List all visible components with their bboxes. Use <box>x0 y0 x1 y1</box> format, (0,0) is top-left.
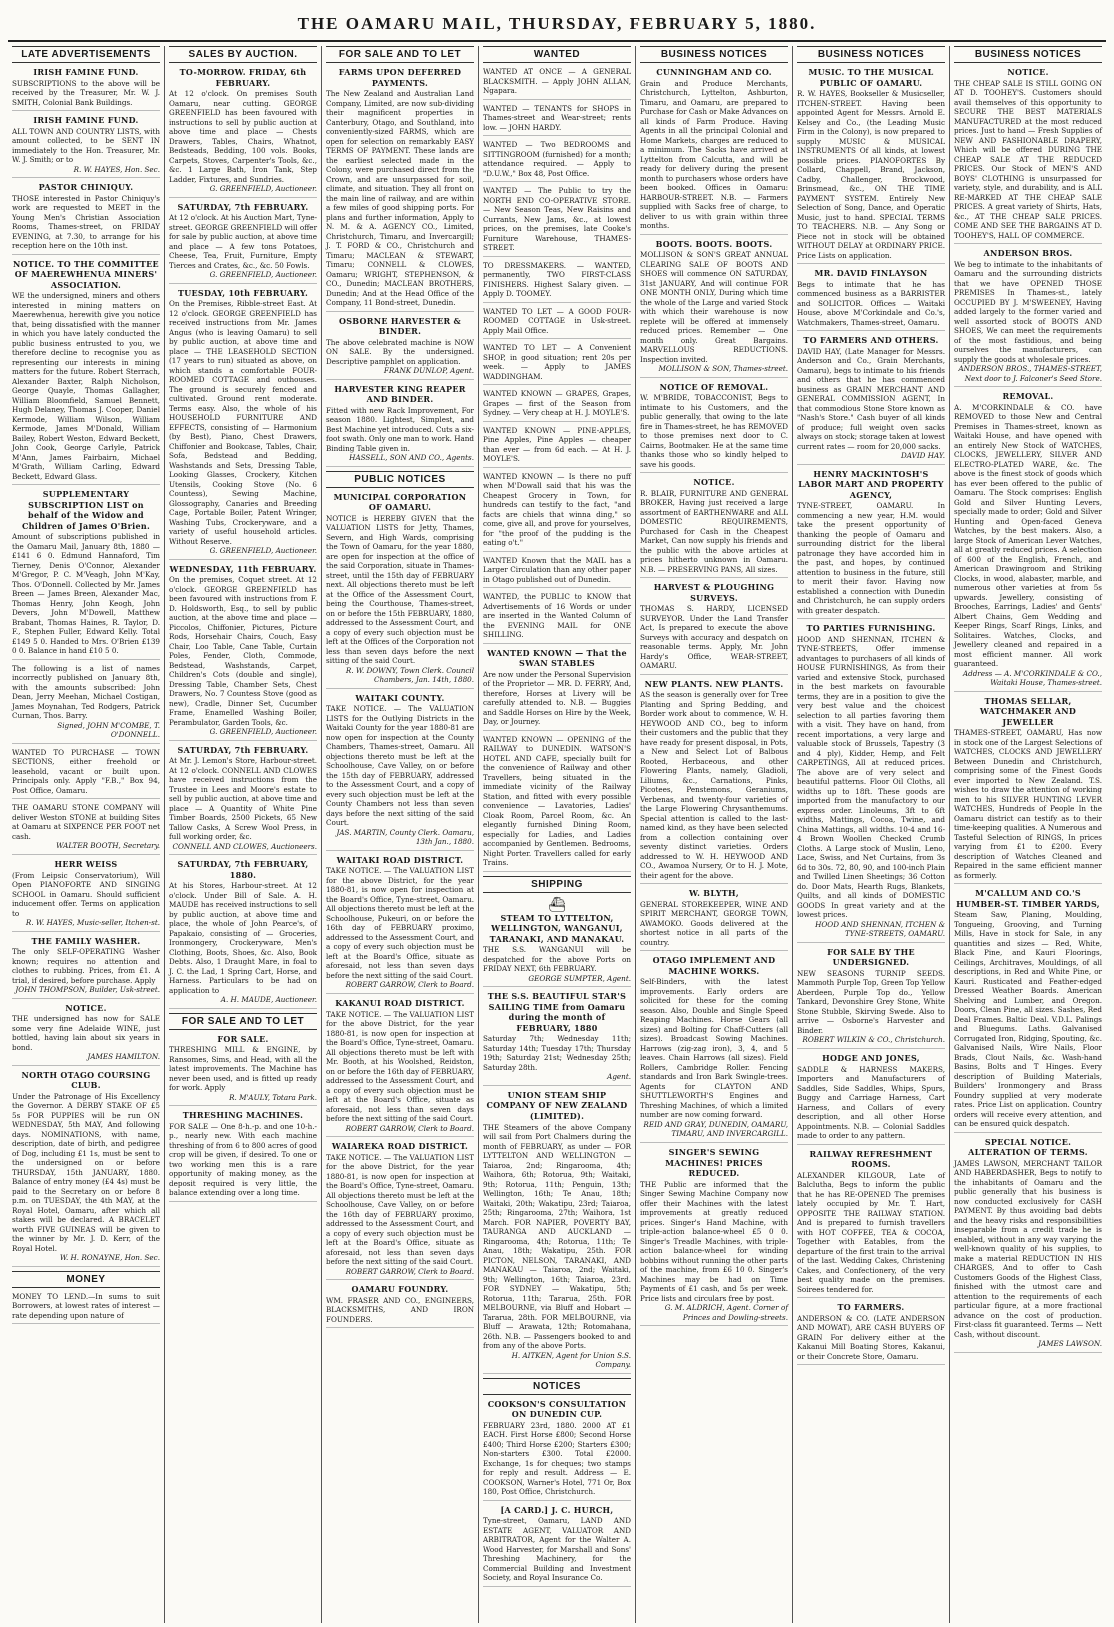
ad-body: HOOD AND SHENNAN, ITCHEN & TYNE-STREETS, Offer immense advantages to purchasers of all kinds of HOUSE FURNISHINGS, As from their varied and extensive Stock, purchased in the best markets on favourable terms, they are in a position to give the very best value and the choicest selection to all parties favoring them with a visit. They have on hand, from recent importations, a very large and valuable stock of Brussels, Tapestry (3 and 4 ply), Kidder, Hemp, and Felt CARPETINGS, All at reduced prices. The above are of very select and beautiful patterns. Floor Oil Cloths, all widths up to 18ft. These goods are imported from the manufactory to our express order. Linoleums, 3ft to 6ft widths, Mattings, Cocoa, Twine, and China Mattings, all widths. 10-4 and 16-4 Brown Woollen Checked Crumb Cloths. A Large stock of Muslin, Leno, Lace, Swiss, and Net Curtains, from 3s 6d to 30s. 72, 80, 90, and 100-inch Plain and Twilled Linen Sheetings; 36 Cotton do. Door Mats, Hearth Rugs, Blankets, Quilts, and all kinds of DOMESTIC GOODS In great variety and at the lowest prices. <box>797 634 945 920</box>
advertisement <box>326 492 474 689</box>
section-heading: NOTICES <box>483 1378 631 1395</box>
ad-signature: ANDERSON BROS., THAMES-STREET, Next door to J. Falconer's Seed Store. <box>958 364 1102 383</box>
ad-title: OSBORNE HARVESTER & BINDER. <box>338 315 462 337</box>
advertisement <box>326 316 474 380</box>
advertisement <box>797 335 945 465</box>
ad-signature: G. GREENFIELD, Auctioneer. <box>209 270 317 280</box>
ad-title: HENRY MACKINTOSH'S LABOR MART AND PROPERTY AGENCY, <box>798 468 944 500</box>
advertisement <box>483 913 631 988</box>
section-heading: LATE ADVERTISEMENTS <box>12 46 160 63</box>
ad-title: NOTICE. <box>1007 67 1049 77</box>
ad-signature: R. M'AULY, Totara Park. <box>229 1092 317 1102</box>
advertisement <box>483 991 631 1086</box>
ad-title: TO-MORROW. FRIDAY, 6th FEBRUARY. <box>179 67 307 88</box>
column-1 <box>8 46 164 1623</box>
ad-signature: G. M. ALDRICH, Agent. Corner of Princes and Dowling-streets. <box>664 1303 788 1322</box>
ad-signature: REID AND GRAY, DUNEDIN, OAMARU, TIMARU, AND INVERCARGILL. <box>643 1119 788 1139</box>
ad-body: NOTICE is HEREBY GIVEN that the VALUATION LISTS for Jetty, Thames, Severn, and High Wards, comprising the Town of Oamaru, for the year 1880, are open for inspection at the office of the said Corporation, situate in Thames-street, until the 15th day of FEBRUARY next. All objections thereto must be left at the Office of the Assessment Court, being the Courthouse, Thames-street, on or before the 15th FEBRUARY, 1880, addressed to the Assessment Court, and a copy of every such objection must be left at the Offices of the Corporation not less than seven days before the next sitting of the said Court. <box>326 513 474 666</box>
section-heading: BUSINESS NOTICES <box>797 46 945 63</box>
ad-body: TYNE-STREET, OAMARU. In commencing a new year, H.M. would take the present opportunity of thanking the people of Oamaru and surrounding district for the liberal patronage they have accorded him in the past, and hopes, by continued attention to business in the future, still to merit their favor. Having now established a connection with Dunedin and Christchurch, he can supply orders with greater despatch. <box>797 501 945 615</box>
ad-signature: H. AITKEN, Agent for Union S.S. Company. <box>511 1350 631 1370</box>
advertisement <box>169 1034 317 1107</box>
ad-body: WANTED — The Public to try the NORTH END CO-OPERATIVE STORE. — New Season Teas, New Raisins and Currants, New Jams, &c., at lowest prices, on the premises, late Cooke's Furniture Warehouse, THAMES-STREET. <box>483 186 631 252</box>
ad-signature: GEORGE SUMPTER, Agent. <box>528 973 631 983</box>
ad-body: WE the undersigned, miners and others interested in mining matters on Maerewhenua, herewith give you notice that, being dissatisfied with the manner in which you have lately conducted the public business entrusted to you, we therefore decline to recognise you as representing our interests in mining matters for the future. Robert Sterrach, Alexander Baxter, Ralph Nicholson, George Quayle, Thomas Gallagher, William Bloomfield, Samuel Bennett, Hugh Delaney, Thomas J. Cooper, Daniel Kermode, William Wilson, William Kermode, James M'Donald, William Bailey, Robert Weston, Edward Beckett, John Cook, George Carlyle, Patrick M'Ann, James Fairbairn, Michael M'Grath, William Carling, Edward Beckett, Edward Glass. <box>12 291 160 481</box>
advertisement <box>483 426 631 468</box>
ad-title: KAKANUI ROAD DISTRICT. <box>335 997 465 1008</box>
advertisement <box>954 888 1102 1133</box>
advertisement <box>169 859 317 1009</box>
ad-title: NEW PLANTS. NEW PLANTS. <box>644 678 784 689</box>
advertisement <box>640 955 788 1143</box>
advertisement <box>954 248 1102 387</box>
ad-columns <box>8 46 1106 1623</box>
advertisement <box>954 391 1102 692</box>
ad-body: WANTED — Two BEDROOMS and SITTINGROOM (furnished) for a month; attendance required. — Apply to "D.U.W.," Box 48, Post Office. <box>483 140 631 178</box>
advertisement <box>12 259 160 486</box>
advertisement <box>483 735 631 872</box>
ad-body: WANTED KNOWN — Is there no puff when M'Dowall said that his was the Cheapest Grocery in Town, for hundreds can testify to the fact, "and facts are chiels that winna ding," so come, give all, and prove for yourselves, for "the proof of the pudding is the eating o't." <box>483 471 631 547</box>
ad-signature: G. GREENFIELD, Auctioneer. <box>209 727 317 737</box>
advertisement <box>483 1090 631 1374</box>
ad-body: Under the Patronage of His Excellency the Governor. A DERBY STAKE OF £5 5s FOR PUPPIES will be run ON WEDNESDAY, 5th MAY, And following days. NOMINATIONS, with name, description, date of birth, and pedigree of Dog, including £1 1s, must be sent to the undersigned on or before THURSDAY, 15th JANUARY, 1880. Balance of entry money (£4 4s) must be paid to the Secretary on or before 8 p.m. on TUESDAY, the 4th MAY, at the Royal Hotel, Oamaru, after which all stakes will be declared. A BRACELET worth FIVE GUINEAS will be given to the winner by Mr. J. D. Kerr, of the Royal Hotel. <box>12 1091 160 1253</box>
ad-title: NOTICE. <box>693 477 735 488</box>
advertisement <box>483 389 631 422</box>
ad-body: WANTED KNOWN — PINE-APPLES, Pine Apples, Pine Apples — cheaper than ever — from 6d each. — At H. J. MOYLE'S. <box>483 425 631 463</box>
ad-body: ALEXANDER KILGOUR, Late of Balclutha, Begs to inform the public that he has RE-OPENED The premises lately occupied by Mr. T. Hart, OPPOSITE THE RAILWAY STATION. And is prepared to furnish travellers with HOT COFFEE, TEA & COCOA, Together with Eatables, from the departure of the first train to the arrival of the last. Wedding Cakes, Christening Cakes, and Confectionery, of the very best quality made on the premises. Soirees tendered for. <box>797 1170 945 1294</box>
ad-body: JAMES LAWSON, MERCHANT TAILOR AND HABERDASHER, Begs to notify to the inhabitants of Oamaru and the public generally that his business is now conducted exclusively for CASH PAYMENT. By thus avoiding bad debts and the heavy risks and responsibilities inseparable from a credit trade he is enabled, without in any way varying the well-known quality of his supplies, to make a material REDUCTION IN HIS CHARGES, And to offer to Cash Customers Goods of the Highest Class, finished with the utmost care and attention to the requirements of each particular figure, at a more fractional advance on the cost of production. First-class fit guaranteed. Terms — Nett Cash, without discount. <box>954 1158 1102 1339</box>
ad-title: NOTICE. TO THE COMMITTEE OF MAEREWHENUA MINERS' ASSOCIATION. <box>13 258 159 290</box>
ad-title: SATURDAY, 7th FEBRUARY. <box>177 744 309 755</box>
ad-title: [A CARD.] J. C. HURCH, <box>500 1504 614 1515</box>
ad-title: HARVEST & PLOUGHING SURVEYS. <box>653 582 775 603</box>
ad-body: A. M'CORKINDALE & CO. have REMOVED to those New and Central Premises in Thames-street, known as Waitaki House, and have opened with an entirely New Stock of WATCHES, CLOCKS, JEWELLERY, SILVER AND ELECTRO-PLATED WARE, &c. The above is the finest stock of goods which has ever been offered to the public of Oamaru. The Stock comprises: English Gold and Silver Hunting Levers, specially made to order; Gold and Silver Hunting and Open-faced Geneva Watches, by the best makers. Also, a large Stock of American Lever Watches, all at greatly reduced prices. A selection of 600 of the English, French, and American Drawingroom and Striking Clocks, in wood, alabaster, marble, and numerous other varieties at from 5s upwards. Jewellery, consisting of Brooches, Earrings, Ladies' and Gents' Albert Chains, Gem Wedding and Keeper Rings, Scarf Rings, Links, and Solitaires. Watches, Clocks, and Jewellery cleaned and repaired in a most efficient manner. All work guaranteed. <box>954 402 1102 669</box>
ad-title: MUNICIPAL CORPORATION OF OAMARU. <box>333 491 467 513</box>
ad-body: WANTED KNOWN — GRAPES, Grapes, Grapes — first of the Season from Sydney. — Very cheap at H. J. MOYLE'S. <box>483 389 631 417</box>
ad-title: HERR WEISS <box>54 858 118 869</box>
ad-body: NEW SEASONS TURNIP SEEDS. Mammoth Purple Top, Green Top Yellow Aberdeen, Purple Top do., Yellow Tankard, Devonshire Grey Stone, White Stone Stubble, Skirving Swede. Also to arrive — Osborne's Harvester and Binder. <box>797 968 945 1035</box>
ad-body: Self-Binders, with the latest improvements. Early orders are solicited for these for the coming season. Also, Double and Single Speed Reaping Machines. Horse Gears (all sizes) and Bolting for Chaff-Cutters (all sizes). Broadcast Sowing Machines. Harrows (zig-zag iron), 3, 4, and 5 leaves. Chain Harrows (all sizes). Field Rollers, Cambridge Roller. Fencing standards and Iron Bark Swingle-trees. Agents for CLAYTON AND SHUTTLEWORTH'S Engines and Threshing Machines, of which a limited number are now coming forward. <box>640 977 788 1120</box>
ad-title: FARMS UPON DEFERRED PAYMENTS. <box>338 67 462 88</box>
advertisement <box>797 623 945 943</box>
ad-title: CUNNINGHAM AND CO. <box>656 67 772 77</box>
ad-body: MOLLISON & SON'S GREAT ANNUAL CLEARING SALE OF BOOTS AND SHOES will commence ON SATURDAY, 31st JANUARY, And will continue FOR ONE MONTH ONLY, During which time the whole of the Large and varied Stock with which their warehouse is now replete will be offered at immensely reduced prices. Remember — One month only. Great Bargains. MARVELLOUS REDUCTIONS. Inspection invited. <box>640 250 788 364</box>
ad-body: WANTED, the PUBLIC to KNOW that Advertisements of 16 Words or under are inserted in the Wanted Column of the EVENING MAIL for ONE SHILLING. <box>483 592 631 639</box>
advertisement <box>12 1070 160 1267</box>
ad-title: WEDNESDAY, 11th FEBRUARY. <box>169 563 317 574</box>
advertisement <box>483 592 631 644</box>
ad-body: TAKE NOTICE. — The VALUATION LISTS for the Outlying Districts in the Waitaki County for the year 1880-81 are now open for inspection at the County Chambers, Thames-street, Oamaru. All objections thereto must be left at the Schoolhouse, Cave Valley, on or before the 15th day of FEBRUARY, addressed to the Assessment Court, and a copy of every such objection must be left at the County Chambers not less than seven days before the next sitting of the said Court. <box>326 704 474 828</box>
ad-body: Grain and Produce Merchants, Christchurch, Lyttelton, Ashburton, Timaru, and Oamaru, are prepared to Purchase for Cash or Make Advances on all kinds of Farm Produce. Having Agents in all the principal Colonial and Home Markets, charges are reduced to a minimum. The Sacks have arrived at Lyttelton from Calcutta, and will be ready for delivery during the present month to purchasers whose orders have been booked. Offices in Oamaru: HARBOUR-STREET. N.B. — Farmers supplied with Sacks free of charge, to deliver to us with grain within three months. <box>640 78 788 231</box>
section-heading: BUSINESS NOTICES <box>640 46 788 63</box>
ad-title: NOTICE. <box>65 1002 107 1013</box>
ad-title: SUPPLEMENTARY SUBSCRIPTION LIST on behalf of the Widow and Children of James O'Brien. <box>21 489 151 531</box>
advertisement <box>326 67 474 312</box>
advertisement <box>12 489 160 660</box>
advertisement <box>640 582 788 675</box>
ad-body: Saturday 7th; Wednesday 11th; Saturday 14th; Tuesday 17th; Thursday 19th; Saturday 21st; Wednesday 25th; Saturday 28th. <box>483 1034 631 1072</box>
ad-body: FEBRUARY 23rd, 1880. 2000 AT £1 EACH. First Horse £800; Second Horse £400; Third Horse £200; Starters £300; Non-starters £300. Total £2000. Exchange, 1s for cheques; two stamps for reply and result. Address — E. COOKSON, Warner's Hotel, 771 Or, Box 180, Post Office, Christchurch. <box>483 1420 631 1497</box>
column-6 <box>792 46 949 1623</box>
section-heading: PUBLIC NOTICES <box>326 471 474 488</box>
ad-signature: ROBERT GARROW, Clerk to Board. <box>345 1266 474 1276</box>
column-3 <box>321 46 478 1623</box>
ad-body: WM. FRASER AND CO., ENGINEERS, BLACKSMITHS, AND IRON FOUNDERS. <box>326 1295 474 1324</box>
ad-title: FOR SALE BY THE UNDERSIGNED. <box>827 946 915 968</box>
ad-body: FOR SALE — One 8-h.-p. and one 10-h.-p., nearly new. With each machine threshing of from 6 to 800 acres of good crop will be given, if desired. To one or two working men this is a rare opportunity of making money, as the deposit required is very little, the balance extending over a long time. <box>169 1121 317 1198</box>
ad-signature: HASSELL, SON AND CO., Agents. <box>349 453 474 463</box>
ad-body: THE S.S. WANGANUI will be despatched for the above Ports on FRIDAY NEXT, 6th FEBRUARY. <box>483 945 631 974</box>
ad-title: THE FAMILY WASHER. <box>31 935 141 946</box>
ad-signature: Address — A. M'CORKINDALE & CO., Waitaki House, Thames-street. <box>962 668 1102 688</box>
ad-title: FOR SALE. <box>217 1033 269 1044</box>
ad-body: Steam Saw, Planing, Moulding, Tongueing, Grooving, and Turning Mills, Have in stock for Sale, in any quantities and sizes — Red, White, Black Pine, and Kauri Floorings, Ceilings, Architraves, Mouldings, of all descriptions, in Red and White Pine, or Kauri. Rusticated and Feather-edged Dressed Weather Boards. American Shelving and Lumber, and Oregon. Doors, Clean Pine, all sizes. Sashes, Red Deal Frames. Baltic Deal. V.D.L. Palings and Bluegums. Laths. Galvanised Corrugated Iron, Ridging, Spouting, &c. Galvanised Nails, Wire Nails, Floor Brads, Clout Nails, &c. Wash-hand Basins, Bolts and T Hinges. Every description of Building Materials, Builders' Ironmongery and Brass Foundry supplied at very moderate rates. Price List on application. Country orders will receive every attention, and can be ensured quick despatch. <box>954 910 1102 1129</box>
advertisement <box>12 67 160 111</box>
advertisement <box>483 343 631 385</box>
ad-body: TAKE NOTICE. — The VALUATION LIST for the above District, for the year 1880-81, is now open for inspection at the Board's Office, Tyne-street, Oamaru. All objections thereto must be left with Mr. Booth, at his Woolshed, Reidston, on or before the 16th day of FEBRUARY, addressed to the Assessment Court, and a copy of every such objection must be left at the Board's Office, situate as aforesaid, not less than seven days before the next sitting of the said Court. <box>326 1009 474 1124</box>
ad-body: THRESHING MILL & ENGINE, by Ransomes, Sims, and Head, with all the latest improvements. The Machine has never been used, and is fitted up ready for work. Apply <box>169 1045 317 1093</box>
advertisement <box>954 696 1102 885</box>
ad-title: WAIAREKA ROAD DISTRICT. <box>331 1141 469 1152</box>
ad-title: SATURDAY, 7th FEBRUARY, 1880. <box>177 859 309 880</box>
masthead-title: THE OAMARU MAIL, THURSDAY, FEBRUARY 5, 1880. <box>297 14 817 33</box>
ad-title: THRESHING MACHINES. <box>182 1110 304 1121</box>
ad-body: WANTED AT ONCE — A GENERAL BLACKSMITH. — Apply JOHN ALLAN, Ngapara. <box>483 67 631 95</box>
ad-body: R. W. HAYES, Bookseller & Musicseller, ITCHEN-STREET. Having been appointed Agent for Messrs. Arnold E. Kelsey and Co., (the Leading Music Firm in the Colony), is now prepared to supply MUSIC & MUSICAL INSTRUMENTS Of all kinds, at lowest possible prices. PIANOFORTES By Collard, Chappell, Brand, Jackson, Cadby, Challenger, Brockwood, Brinsmead, &c., ON THE TIME PAYMENT SYSTEM. Entirely New Selection of Song, Dance, and Operatic Music, just to hand. SPECIAL TERMS TO TEACHERS. N.B. — Any Song or Piece not in stock will be obtained WITHOUT DELAY at ORDINARY PRICE. Price Lists on application. <box>797 89 945 260</box>
ad-body: SUBSCRIPTIONS to the above will be received by the Treasurer, Mr. W. J. SMITH, Colonial Bank Buildings. <box>12 78 160 107</box>
ad-signature: G. GREENFIELD, Auctioneer. <box>209 546 317 556</box>
advertisement <box>483 1505 631 1587</box>
ad-title: HODGE AND JONES, <box>822 1052 920 1063</box>
column-2 <box>164 46 321 1623</box>
advertisement <box>326 855 474 994</box>
ad-signature: R. W. DOWNY, Town Clerk. Council Chambers, Jan. 14th, 1880. <box>345 665 474 685</box>
section-heading: FOR SALE AND TO LET <box>169 1013 317 1030</box>
advertisement <box>12 936 160 999</box>
ad-body: THE OAMARU STONE COMPANY will deliver Weston STONE at building Sites at Oamaru at SIXPENCE PER FOOT net cash. <box>12 803 160 841</box>
ad-title: OAMARU FOUNDRY. <box>351 1284 449 1295</box>
advertisement <box>640 888 788 951</box>
ad-signature: R. W. HAYES, Music-seller, Itchen-st. <box>25 918 160 928</box>
ad-signature: ROBERT GARROW, Clerk to Board. <box>345 980 474 990</box>
advertisement <box>797 268 945 331</box>
ad-title: BOOTS. BOOTS. BOOTS. <box>655 238 773 249</box>
advertisement <box>483 104 631 137</box>
ad-body: THAMES-STREET, OAMARU, Has now in stock one of the Largest Selections of WATCHES, CLOCKS AND JEWELLERY Between Dunedin and Christchurch, comprising some of the Finest Goods ever imported to New Zealand. T.S. wishes to draw the attention of working men to his SILVER HUNTING LEVER WATCHES, Hundreds of People In the Oamaru district can testify as to their time-keeping qualities. A Numerous and Tasteful Selection of RINGS, In prices varying from £1 to £200. Every description of Watches Cleaned and Repaired in the same efficient manner as formerly. <box>954 728 1102 880</box>
ad-body: DAVID HAY, (Late Manager for Messrs. Anderson and Co., Grain Merchants, Oamaru), begs to intimate to his friends and others that he has commenced business as GRAIN MERCHANT AND GENERAL COMMISSION AGENT, In that commodious Stone Store known as "Nash's Store." Cash buyer of all kinds of produce; full weight oven sacks always on stock; storage taken at lowest current rates — room for 20,000 sacks. <box>797 346 945 451</box>
advertisement <box>12 748 160 800</box>
advertisement <box>12 115 160 178</box>
advertisement <box>483 140 631 182</box>
ad-title: HARVESTER KING REAPER AND BINDER. <box>334 383 466 405</box>
ad-body: THOSE interested in Pastor Chiniquy's work are requested to MEET in the Young Men's Christian Association Rooms, Thames-street, on FRIDAY EVENING, at 7.30, to arrange for his reception here on the 10th inst. <box>12 193 160 251</box>
ad-title: RAILWAY REFRESHMENT ROOMS. <box>809 1148 933 1170</box>
ad-body: THE Public are informed that the Singer Sewing Machine Company now offer their Machines with the latest improvements at greatly reduced prices. Singer's Hand Machine, with triple-action balance-wheel £5 0 0. Singer's Treadle Machines, with triple-action balance-wheel for winding bobbins without running the other parts of the machine, from £6 10 0. Singer's Machines may be had on Time Payments of £1 cash, and 5s per week. Price lists and circulars free by post. <box>640 1179 788 1303</box>
ad-signature: R. W. HAYES, Hon. Sec. <box>73 164 160 174</box>
ad-body: Begs to intimate that he has commenced business as a BARRISTER and SOLICITOR. Offices — Waitaki House, above M'Corkindale and Co.'s, Watchmakers, Thames-street, Oamaru. <box>797 279 945 327</box>
advertisement <box>169 202 317 284</box>
advertisement <box>954 1137 1102 1353</box>
ad-title: REMOVAL. <box>1002 391 1054 402</box>
advertisement <box>326 384 474 467</box>
advertisement <box>169 1110 317 1202</box>
ad-signature: HOOD AND SHENNAN, ITCHEN & TYNE-STREETS, OAMARU. <box>815 919 945 939</box>
ad-title: TO FARMERS. <box>837 1302 905 1313</box>
advertisement <box>12 803 160 855</box>
advertisement <box>12 859 160 932</box>
ad-signature: Agent. <box>607 1072 631 1082</box>
advertisement <box>169 288 317 560</box>
advertisement <box>640 679 788 885</box>
ad-body: TAKE NOTICE. — The VALUATION LIST for the above District, for the year 1880-81, is now open for inspection at the Board's Office, Tyne-street, Oamaru. All objections thereto must be left at the Schoolhouse, Pukeuri, on or before the 16th day of FEBRUARY proximo, addressed to the Assessment Court, and a copy of every such objection must be left at the Board's Office, situate as aforesaid, not less than seven days before the next sitting of the said Court. <box>326 866 474 980</box>
advertisement <box>483 648 631 731</box>
advertisement <box>12 182 160 255</box>
ad-body: The only SELF-OPERATING Washer known; requires no attention and clothes to rubbing. Prices, from £1. A trial, if desired, before purchase. Apply <box>12 947 160 985</box>
advertisement <box>797 1053 945 1145</box>
ad-title: COOKSON'S CONSULTATION ON DUNEDIN CUP. <box>487 1398 627 1420</box>
ad-body: TO DRESSMAKERS. — WANTED, permanently, TWO FIRST-CLASS FINISHERS. Highest Salary given. — Apply D. TOOMEY. <box>483 260 631 298</box>
ad-title: TO FARMERS AND OTHERS. <box>803 335 939 346</box>
ad-body: ALL TOWN AND COUNTRY LISTS, with amount collected, to be SENT IN immediately to the Hon. Treasurer, Mr. W. J. Smith; or to <box>12 126 160 165</box>
ad-body: ANDERSON & CO. (LATE ANDERSON AND MOWAT), ARE CASH BUYERS OF GRAIN For delivery either at the Kakanui Mill Boating Stores, Kakanui, or their Concrete Store, Oamaru. <box>797 1313 945 1361</box>
ad-title: WAITAKI ROAD DISTRICT. <box>336 854 464 865</box>
steamship-icon: ⛴ <box>548 896 566 913</box>
ad-signature: JOHN THOMPSON, Builder, Usk-street. <box>15 985 160 995</box>
ad-body: WANTED Known that the MAIL has a Larger Circulation than any other paper in Otago published out of Dunedin. <box>483 555 631 584</box>
ad-title: THE S.S. BEAUTIFUL STAR'S SAILING TIME from Oamaru during the month of FEBRUARY, 1880 <box>487 991 627 1033</box>
ad-body: The following is a list of names incorrectly published on January 8th, with the amounts subscribed: John Dean, Jerry Meehan, Michael Costigan, James Moynahan, Ted Rodgers, Patrick Curnan, Thos. Barry. <box>12 663 160 721</box>
ad-body: Fitted with new Rack Improvement, For season 1880. Lightest, Simplest, and Best Machine yet introduced. Cuts a six-foot swath. Only one man to work. Hand Binding Table given in. <box>326 405 474 453</box>
advertisement <box>483 472 631 552</box>
ad-body: At Mr. J. Lemon's Store, Harbour-street. At 12 o'clock. CONNELL AND CLOWES have received instructions from the Trustee in Lees and Moore's estate to sell by public auction, at above time and place — A Quantity of White Pine Timber Boards, 2500 Pickets, 65 New Tallow Casks, A Screw Wool Press, in full working order, &c. <box>169 756 317 842</box>
section-heading: WANTED <box>483 46 631 63</box>
advertisement <box>640 67 788 235</box>
advertisement <box>12 1292 160 1325</box>
advertisement <box>326 1141 474 1280</box>
ad-title: IRISH FAMINE FUND. <box>33 67 139 77</box>
ad-body: TAKE NOTICE. — The VALUATION LIST for the above District, for the year 1880-81, is now open for inspection at the Board's Office, Tyne-street, Oamaru. All objections thereto must be left at the Schoolhouse, Cave Valley, on or before the 16th day of FEBRUARY proximo, addressed to the Assessment Court, and a copy of every such objection must be left at the Board's Office, situate as aforesaid, not less than seven days before the next sitting of the said Court. <box>326 1152 474 1267</box>
ad-body: WANTED KNOWN — OPENING of the RAILWAY to DUNEDIN. WATSON'S HOTEL AND CAFE, specially built for the convenience of Railway and other Travellers, being situated in the immediate vicinity of the Railway Station, and fitted with every possible convenience — Lavatories, Ladies' Cloak Room, Parcel Room, &c. An elegantly furnished Dining Room, especially for Ladies, and Ladies accompanied by Gentlemen. Bedrooms, Night Porter. Travellers called for early Trains. <box>483 734 631 868</box>
ad-body: Tyne-street, Oamaru, LAND AND ESTATE AGENT, VALUATOR AND ARBITRATOR, Agent for the Walter A. Wood Harvester, for Marshall and Sons' Threshing Machinery, for the Commercial Building and Investment Society, and Royal Insurance Co. <box>483 1516 631 1583</box>
advertisement <box>483 556 631 589</box>
advertisement <box>797 1302 945 1365</box>
advertisement <box>797 67 945 264</box>
ad-body: The New Zealand and Australian Land Company, Limited, are now sub-dividing their magnificent properties in Canterbury, Otago, and Southland, into conveniently-sized FARMS, which are open for selection on remarkably EASY TERMS OF PAYMENT. These lands are the earliest selected made in the Colony, were purchased direct from the Crown, and are unsurpassed for soil, climate, and situation. They all front on the main line of railway, and are within a few miles of good shipping ports. For plans and further information, Apply to N. M. & A. AGENCY CO., Limited, Christchurch, Timaru, and Invercargill; J. T. FORD & CO., Christchurch and Timaru; MACLEAN & STEWART, Timaru; CONNELL & CLOWES, Oamaru; WRIGHT, STEPHENSON, & CO., Dunedin; MACLEAN BROTHERS, Dunedin; And at the Head Office of the Company, 11 Bond-street, Dunedin. <box>326 89 474 308</box>
ad-signature: A. H. MAUDE, Auctioneer. <box>220 995 317 1005</box>
section-heading: MONEY <box>12 1271 160 1288</box>
ad-body: SADDLE & HARNESS MAKERS, Importers and Manufacturers of Saddles, Side Saddles, Whips, Spurs, Buggy and Carriage Harness, Cart Harness, and Collars of every description, and all other Horse Appointments. N.B. — Colonial Saddles made to order to any pattern. <box>797 1064 945 1141</box>
ad-body: W. M'BRIDE, TOBACCONIST, Begs to intimate to his Customers, and the public generally, that owing to the late fire in Thames-street, he has REMOVED to those premises next door to C. Cairns, Bootmaker. He at the same time thanks those who so kindly helped to save his goods. <box>640 393 788 469</box>
advertisement <box>169 564 317 741</box>
advertisement <box>12 664 160 744</box>
ad-title: M'CALLUM AND CO.'S HUMBER-ST. TIMBER YARDS, <box>956 888 1100 909</box>
advertisement <box>483 67 631 100</box>
ad-title: TUESDAY, 10th FEBRUARY. <box>177 287 309 298</box>
ad-title: ANDERSON BROS. <box>983 248 1073 259</box>
advertisement <box>797 947 945 1049</box>
advertisement <box>797 469 945 620</box>
column-4 <box>478 46 635 1623</box>
ad-title: STEAM TO LYTTELTON, WELLINGTON, WANGANUI, TARANAKI, AND MANAKAU. <box>489 912 625 944</box>
ad-body: MONEY TO LEND.—In sums to suit Borrowers, at lowest rates of interest — rate depending upon nature of <box>12 1291 160 1320</box>
ad-signature: ROBERT GARROW, Clerk to Board. <box>345 1123 474 1133</box>
advertisement <box>169 67 317 198</box>
ad-body: THOMAS S. HARDY, LICENSED SURVEYOR. Under the Land Transfer Act, Is prepared to execute the above Surveys with accuracy and despatch on reasonable terms. Apply, Mr. John Hardy's Office, WEAR-STREET, OAMARU. <box>640 604 788 671</box>
advertisement <box>640 1147 788 1326</box>
advertisement <box>483 186 631 257</box>
advertisement <box>640 382 788 474</box>
ad-signature: DAVID HAY. <box>901 451 945 461</box>
advertisement <box>797 1149 945 1299</box>
advertisement <box>326 1284 474 1328</box>
ad-title: WAITAKI COUNTY. <box>355 692 445 703</box>
section-heading: FOR SALE AND TO LET <box>326 46 474 63</box>
ad-signature: MOLLISON & SON, Thames-street. <box>658 364 788 374</box>
section-heading: BUSINESS NOTICES <box>954 46 1102 63</box>
ad-title: SPECIAL NOTICE. ALTERATION OF TERMS. <box>968 1136 1088 1158</box>
ad-body: GENERAL STOREKEEPER, WINE AND SPIRIT MERCHANT, GEORGE TOWN, AWAMOKO. Goods delivered at the shortest notice in all parts of the country. <box>640 899 788 947</box>
ad-title: NORTH OTAGO COURSING CLUB. <box>21 1069 151 1091</box>
ad-title: WANTED KNOWN — That the SWAN STABLES <box>487 647 627 669</box>
advertisement <box>640 239 788 378</box>
ad-body: THE CHEAP SALE IS STILL GOING ON AT D. TOOHEY'S. Customers should avail themselves of this opportunity to SECURE THE BEST MATERIALS MANUFACTURED at the most reduced prices. Just to hand — Fresh Supplies of NEW AND FASHIONABLE DRAPERY, Which will be offered DURING THE CHEAP SALE AT THE REDUCED PRICES. Our Stock of MEN'S AND BOYS' CLOTHING is unsurpassed for variety, style, and durability, and is ALL RE-MARKED AT THE CHEAP SALE PRICES. A great variety of Shirts, Hats, &c., AT THE CHEAP SALE PRICES. COME AND SEE THE BARGAINS AT D. TOOHEY'S, HALL OF COMMERCE. <box>954 78 1102 240</box>
advertisement <box>169 745 317 856</box>
ad-title: UNION STEAM SHIP COMPANY OF NEW ZEALAND (LIMITED). <box>486 1089 628 1122</box>
ad-body: R. BLAIR, FURNITURE AND GENERAL BROKER, Having just received a large assortment of EARTHENWARE and ALL DOMESTIC REQUIREMENTS, Purchased for Cash in the Cheapest Market, Can now supply his friends and the public with the above articles at prices hitherto unknown in Oamaru. N.B. — PRESERVING PANS, All sizes. <box>640 488 788 574</box>
ad-body: Are now under the Personal Supervision of the Proprietor — MR. D. FERRY, And, therefore, Horses at Livery will be carefully attended to. N.B. — Buggies and Saddle Horses on Hire by the Week, Day, or Journey. <box>483 669 631 727</box>
ad-body: At his Stores, Harbour-street. At 12 o'clock. Under Bill of Sale. A. H. MAUDE has received instructions to sell by public auction, at above time and place, the whole of John Pearce's, of Papakaio, consisting of — Groceries, Ironmongery, Crockeryware, Men's Clothing, Boots, Shoes, &c. Also, Book Debts. Also, 1 Draught Mare, in foal to J. C. the Lad, 1 Spring Cart, Horse, and Harness. Particulars to be had on application to <box>169 881 318 995</box>
advertisement <box>640 477 788 578</box>
ad-title: THOMAS SELLAR, WATCHMAKER AND JEWELLER <box>979 695 1077 727</box>
advertisement <box>326 998 474 1137</box>
ad-title: TO PARTIES FURNISHING. <box>806 623 936 634</box>
ad-signature: Signed, JOHN M'COMBE, T. O'DONNELL. <box>57 720 160 740</box>
ad-body: WANTED TO LET — A GOOD FOUR-ROOMED COTTAGE in Usk-street. Apply Mail Office. <box>483 306 631 335</box>
advertisement <box>483 261 631 303</box>
advertisement <box>954 67 1102 244</box>
advertisement <box>483 1399 631 1501</box>
ad-body: At 12 o'clock. On premises South Oamaru, near cutting. GEORGE GREENFIELD has been favoured with instructions to sell by public auction at above time and place — Chests Drawers, Tables, Chairs, Whatnot, Bedsteads, Bedding, 100 vols. Books, Carpets, Stoves, Carpenter's Tools, &c., &c. 1 Large Bath, Iron Tank, Step Ladder, Fixtures, and Sundries. <box>169 89 317 184</box>
ad-signature: JAS. MARTIN, County Clerk. Oamaru, 13th Jan., 1880. <box>336 827 474 847</box>
ad-body: WANTED — TENANTS for SHOPS in Thames-street and Wear-street; rents low. — JOHN HARDY. <box>483 103 631 132</box>
ad-body: At 12 o'clock. At his Auction Mart, Tyne-street. GEORGE GREENFIELD will offer for sale by public auction, at above time and place — A few tons Potatoes, Cheese, Tea, Fruit, Furniture, Empty Tierces and Crates, &c., &c. 50 Fowls. <box>169 213 317 270</box>
ad-title: PASTOR CHINIQUY. <box>38 182 134 193</box>
column-5 <box>635 46 792 1623</box>
ad-signature: CONNELL AND CLOWES, Auctioneers. <box>172 841 317 851</box>
ad-signature: JAMES HAMILTON. <box>87 1052 160 1062</box>
advertisement <box>326 693 474 851</box>
ad-signature: FRANK DUNLOP, Agent. <box>383 366 474 376</box>
masthead <box>8 0 1106 42</box>
ad-body: WANTED TO PURCHASE — TOWN SECTIONS, either freehold or leasehold, vacant or built upon. Principals only. Apply "F.B.," Box 94, Post Office, Oamaru. <box>12 747 160 795</box>
ad-title: NOTICE OF REMOVAL. <box>659 381 769 392</box>
advertisement <box>12 1003 160 1066</box>
ad-signature: JAMES LAWSON. <box>1038 1339 1102 1349</box>
section-heading: SALES BY AUCTION. <box>169 46 317 63</box>
ad-body: We beg to intimate to the inhabitants of Oamaru and the surrounding districts that we have OPENED THOSE PREMISES In Thames-st., lately OCCUPIED BY J. M'SWEENEY, Having added largely to the former varied and well assorted stock of BOOTS AND SHOES, We can meet the requirements of the most fastidious, and being ourselves the manufacturers, can supply the goods at wholesale prices. <box>954 259 1102 364</box>
ad-title: W. BLYTH, <box>689 888 739 899</box>
ad-title: SINGER'S SEWING MACHINES! PRICES REDUCED. <box>665 1146 763 1179</box>
ad-title: MR. DAVID FINLAYSON <box>814 268 928 279</box>
ad-title: IRISH FAMINE FUND. <box>33 115 139 126</box>
advertisement <box>483 307 631 340</box>
ad-title: MUSIC. TO THE MUSICAL PUBLIC OF OAMARU. <box>808 67 934 88</box>
section-heading: SHIPPING <box>483 876 631 893</box>
ad-body: On the premises, Coquet street. At 12 o'clock. GEORGE GREENFIELD has been favoured with instructions from F. D. Holdsworth, Esq., to sell by public auction, at the above time and place — Piccolos, Chiffonier, Pictures, Picture Rods, Horsehair Chairs, Couch, Easy Chair, Loo Table, Cane Table, Curtain Poles, Fender, Cloth, Commode, Bedstead, Washstands, Carpet, Children's Cots (double and single), Dressing Table, Chamber Sets, Chest Drawers, No. 7 Countess Stove (good as new), Cradle, Dinner Set, Cucumber Frame, Enamelled Washing Boiler, Perambulator, Garden Tools, &c. <box>169 575 317 727</box>
ad-signature: WALTER BOOTH, Secretary. <box>56 841 160 851</box>
ad-signature: W. H. RONAYNE, Hon. Sec. <box>59 1253 160 1263</box>
ad-title: OTAGO IMPLEMENT AND MACHINE WORKS. <box>652 955 776 976</box>
ad-signature: ROBERT WILKIN & CO., Christchurch. <box>802 1035 945 1045</box>
ad-body: Amount of subscriptions published in the Oamaru Mail, January 8th, 1880 — £141 6 0. Edmund Hannaford, Tim Tierney, Denis O'Connor, Alexander M'Gregor, P. C. M'Veagh, John M'Kay, Thos. O'Donnell. Collected by Mr. James Breen — James Breen, Alexander Mac, Thomas Henry, John Keogh, John Devers, John M'Dowell, Matthew Brabant, Thomas Haines, R. Taylor, D. F., Stephen Fuller, Edward Kelly. Total £149 5 0. Handed to Mrs. O'Brien £139 0 0. Balance in hand £10 5 0. <box>12 532 160 656</box>
ad-body: On the Premises, Ribble-street East. At 12 o'clock. GEORGE GREENFIELD has received instructions from Mr. James Angus (who is leaving Oamaru) to sell by public auction, at above time and place — THE LEASEHOLD SECTION (17 years to run) situated as above, on which stands a comfortable FOUR-ROOMED COTTAGE and outhouses. The ground is securely fenced and cultivated. Ground rent moderate. Terms easy. Also, the whole of his HOUSEHOLD FURNITURE AND EFFECTS, consisting of — Harmonium (by Best), Piano, Chest Drawers, Chiffonier and Bookcase, Tables, Chair, Sofa, Bedstead and Bedding, Washstands and Sets, Dressing Table, Looking Glasses, Crockery, Kitchen Utensils, Cooking Stove (No. 6 Countess), Sewing Machine, Glossography, Canaries and Breeding Cage, Portable Boiler, Patent Wringer, Washing Tubs, Crockeryware, and a variety of useful household articles. Without Reserve. <box>169 299 317 546</box>
column-7 <box>949 46 1106 1623</box>
ad-body: (From Leipsic Conservatorium), Will Open PIANOFORTE AND SINGING SCHOOL in Oamaru. Should sufficient inducement offer. Terms on application to <box>12 870 160 918</box>
ad-body: THE Steamers of the above Company will sail from Port Chalmers during the month of FEBRUARY, as under — FOR LYTTELTON AND WELLINGTON — Taiaroa, 2nd; Ringarooma, 4th; Waihora, 6th; Rotorua, 9th; Waitaki, 9th; Rotorua, 11th; Penguin, 13th; Wellington, 16th; Te Anau, 18th; Waitaki, 20th; Wakatipu, 23rd; Taiaroa, 25th; Ringarooma, 27th; Waihora, 1st March. FOR NAPIER, POVERTY BAY, TAURANGA AND AUCKLAND — Ringarooma, 4th; Rotorua, 11th; Te Anau, 18th; Wakatipu, 25th. FOR PICTON, NELSON, TARANAKI, AND MANAKAU — Taiaroa, 2nd; Waitaki, 9th; Wellington, 16th; Taiaroa, 23rd. FOR SYDNEY — Wakatipu, 5th; Rotorua, 11th; Tararua, 25th. FOR MELBOURNE, via Bluff and Hobart — Tararua, 28th. FOR MELBOURNE, via Bluff — Arawata, 12th; Rotomahana, 26th. N.B. — Passengers booked to and from any of the above Ports. <box>483 1122 631 1351</box>
ad-body: WANTED TO LET — A Convenient SHOP, in good situation; rent 20s per week. — Apply to JAMES WADDINGHAM. <box>483 343 631 381</box>
ad-title: SATURDAY, 7th FEBRUARY. <box>177 201 309 212</box>
ad-body: AS the season is generally over for Tree Planting and Spring Bedding, and Border work about to commence, W. H. HEYWOOD AND CO., beg to inform their customers and the public that they have ready for present disposal, in Pots, a New and Select Lot of Balbous Rooted, Herbaceous, and other Flowering Plants, namely, Gladioli, Liliums, &c., Carnations, Pinks, Picotees, Penstemons, Geraniums, Verbenas, and twenty-four varieties of the Large Flowering Chrysanthemums. Special attention is called to the last-named kind, as they have been selected from a collection containing over seventy distinct varieties. Orders addressed to W. H. HEYWOOD AND CO., Awamoa Nursery, Or to H. J. Mote, their agent for the above. <box>640 690 788 880</box>
ad-body: The above celebrated machine is NOW ON SALE. By the undersigned. Descriptive pamphlet on application. <box>326 337 474 366</box>
ad-signature: G. GREENFIELD, Auctioneer. <box>209 184 317 194</box>
ad-body: THE undersigned has now for SALE some very fine Adelaide WINE, just bottled, having lain about six years in bond. <box>12 1014 160 1052</box>
